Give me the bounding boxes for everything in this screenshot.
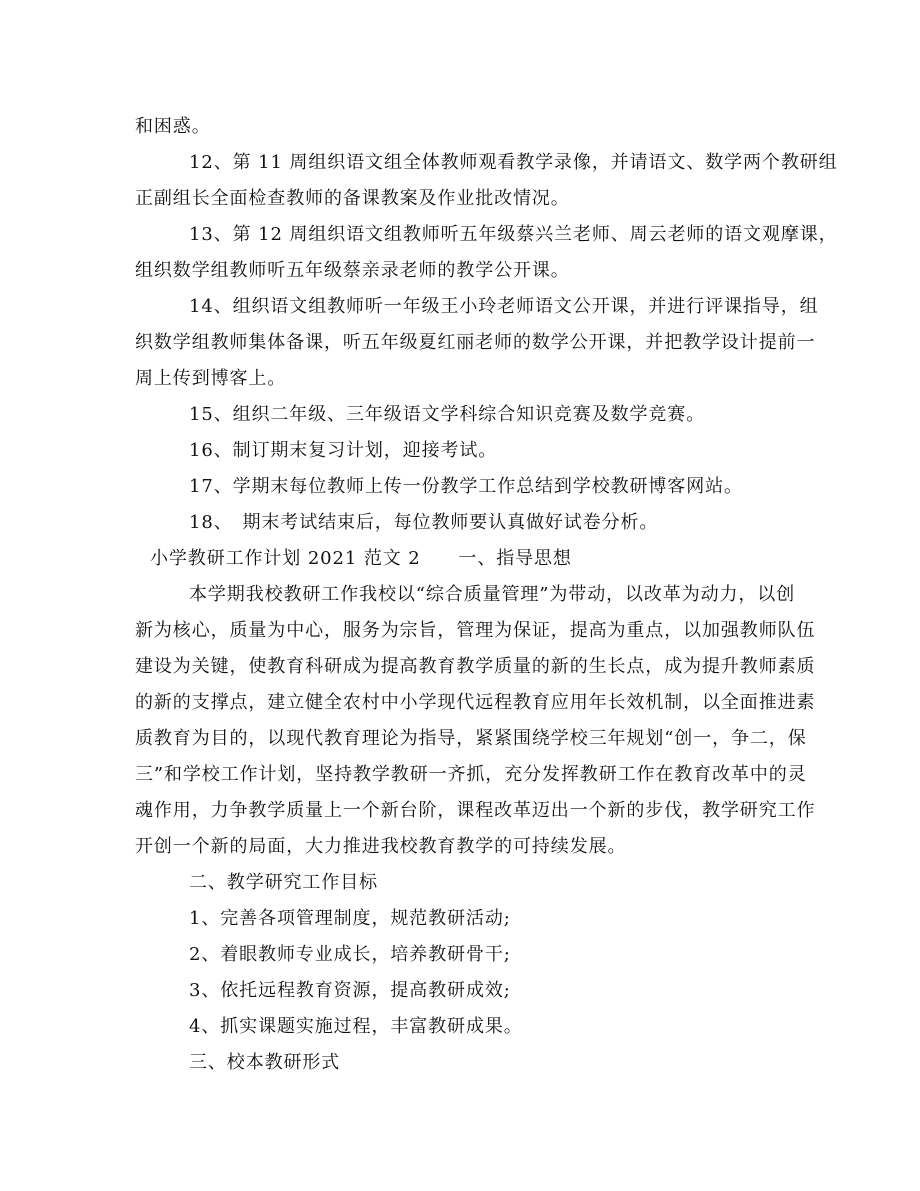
text-line: 16、制订期末复习计划，迎接考试。	[189, 440, 498, 461]
text-line: 12、第 11 周组织语文组全体教师观看教学录像，并请语文、数学两个教研组	[189, 152, 838, 173]
section-heading: 二、教学研究工作目标	[189, 872, 378, 893]
text-line: 建设为关键，使教育科研成为提高教育教学质量的新的生长点，成为提升教师素质	[135, 656, 816, 677]
section-heading: 小学教研工作计划 2021 范文 2 一、指导思想	[150, 548, 572, 569]
text-line: 本学期我校教研工作我校以“综合质量管理”为带动，以改革为动力，以创	[189, 584, 796, 605]
text-line: 14、组织语文组教师听一年级王小玲老师语文公开课，并进行评课指导，组	[189, 296, 819, 317]
text-line: 正副组长全面检查教师的备课教案及作业批改情况。	[135, 188, 570, 209]
text-line: 13、第 12 周组织语文组教师听五年级蔡兴兰老师、周云老师的语文观摩课，	[189, 224, 838, 245]
text-line: 15、组织二年级、三年级语文学科综合知识竞赛及数学竞赛。	[189, 404, 706, 425]
text-line: 组织数学组教师听五年级蔡亲录老师的教学公开课。	[135, 260, 570, 281]
text-line: 17、学期末每位教师上传一份教学工作总结到学校教研博客网站。	[189, 476, 743, 497]
text-line: 新为核心，质量为中心，服务为宗旨，管理为保证，提高为重点，以加强教师队伍	[135, 620, 816, 641]
list-item: 2、着眼教师专业成长，培养教研骨干;	[189, 944, 511, 965]
list-item: 3、依托远程教育资源，提高教研成效;	[189, 980, 511, 1001]
text-line: 和困惑。	[135, 116, 211, 137]
text-line: 织数学组教师集体备课，听五年级夏红丽老师的数学公开课，并把教学设计提前一	[135, 332, 816, 353]
text-line: 质教育为目的，以现代教育理论为指导，紧紧围绕学校三年规划“创一，争二，保	[135, 728, 807, 749]
section-heading: 三、校本教研形式	[189, 1052, 341, 1073]
text-line: 魂作用，力争教学质量上一个新台阶，课程改革迈出一个新的步伐，教学研究工作	[135, 800, 816, 821]
list-item: 1、完善各项管理制度，规范教研活动;	[189, 908, 511, 929]
text-line: 周上传到博客上。	[135, 368, 287, 389]
text-line: 三”和学校工作计划，坚持教学教研一齐抓，充分发挥教研工作在教育改革中的灵	[135, 764, 807, 785]
list-item: 4、抓实课题实施过程，丰富教研成果。	[189, 1016, 523, 1037]
text-line: 18、 期末考试结束后，每位教师要认真做好试卷分析。	[189, 512, 659, 533]
text-line: 的新的支撑点，建立健全农村中小学现代远程教育应用年长效机制，以全面推进素	[135, 692, 816, 713]
text-line: 开创一个新的局面，大力推进我校教育教学的可持续发展。	[135, 836, 627, 857]
